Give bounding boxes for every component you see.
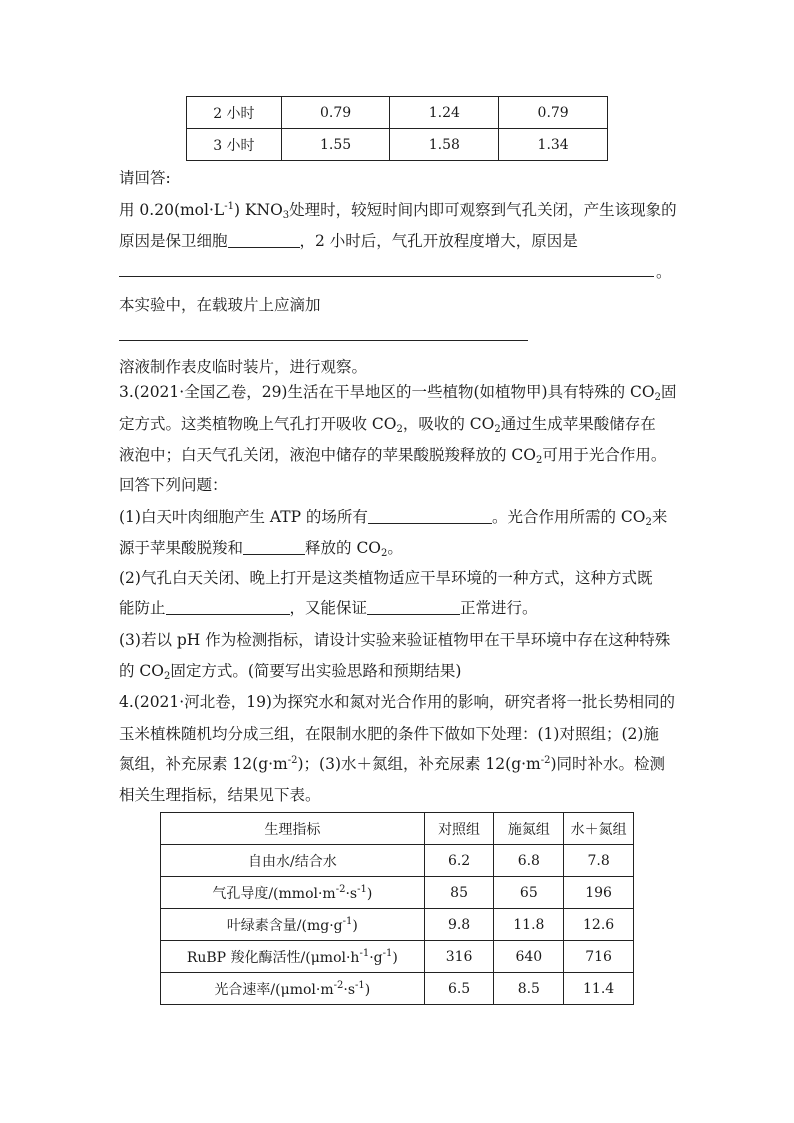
table-row [161,909,634,941]
question-3-line [119,414,656,434]
superscript: -1 [382,947,393,959]
row-label-text: ) [352,917,358,934]
table-row [161,845,634,877]
text-span: )同时补水。检测 [550,755,666,773]
table-header-cell: 水＋氮组 [564,813,634,845]
text-span: 本实验中，在载玻片上应滴加 [119,296,321,314]
row-label-text: ·s [343,981,356,998]
table-header-cell: 生理指标 [161,813,425,845]
row-label-text: 自由水/结合水 [247,853,337,870]
text-span: )；(3)水＋氮组，补充尿素 12(g·m [297,755,541,773]
row-label-text: 气孔导度/(mmol·m [212,885,336,902]
text-span: 处理时，较短时间内即可观察到气孔关闭，产生该现象的 [289,201,677,219]
table-cell: 9.8 [424,909,494,941]
text-span: 通过生成苹果酸储存在 [500,415,656,433]
text-span: 能防止 [119,599,166,617]
text-span: ) KNO [233,201,283,219]
table-cell: 12.6 [564,909,634,941]
text-span: 正常进行。 [460,599,538,617]
superscript: -1 [224,201,234,212]
text-span: 相关生理指标，结果见下表。 [119,786,321,804]
table-row [161,941,634,973]
text-span: 。 [387,539,403,557]
table-cell: 716 [564,941,634,973]
text-span: 4.(2021·河北卷，19)为探究水和氮对光合作用的影响，研究者将一批长势相同的 [119,693,675,711]
table-cell: 1.24 [390,97,499,129]
answer-blank-line[interactable] [119,276,654,277]
text-span: 原因是保卫细胞 [119,232,228,250]
row-label-text: 叶绿素含量/(mg·g [226,917,343,934]
text-span: ，吸收的 CO [402,415,495,433]
prompt-line [119,168,171,188]
table-cell: 65 [494,877,564,909]
text-span: 固 [660,383,677,401]
table-cell: 1.34 [499,129,608,161]
answer-blank[interactable] [367,599,460,615]
answer-blank[interactable] [166,599,290,615]
subscript: 2 [381,548,388,559]
kno3-results-table [186,96,608,161]
subscript: 2 [645,517,652,528]
text-span: 固定方式。(简要写出实验思路和预期结果) [170,662,462,680]
table-row-label [161,909,425,941]
table-row [187,129,608,161]
text-span: 源于苹果酸脱羧和 [119,539,244,557]
question-4-line [119,785,321,805]
text-span: 液泡中；白天气孔关闭，液泡中储存的苹果酸脱羧释放的 CO [119,446,536,464]
superscript: -1 [355,979,365,991]
table-cell: 85 [424,877,494,909]
table-row-label [161,973,425,1005]
table-cell: 1.55 [281,129,390,161]
text-span: 3.(2021·全国乙卷，29)生活在干旱地区的一些植物(如植物甲)具有特殊的 CO [119,383,655,401]
table-cell: 11.4 [564,973,634,1005]
superscript: -1 [359,947,370,959]
text-span: (2)气孔白天关闭、晚上打开是这类植物适应干旱环境的一种方式，这种方式既 [119,569,653,587]
text-span: 的 CO [119,662,164,680]
table-cell: 2 小时 [187,97,282,129]
text-span: (1)白天叶肉细胞产生 ATP 的场所有 [119,508,368,526]
question-line [119,295,321,315]
text-span: 用 0.20(mol·L [119,201,225,219]
question-3-line [119,382,676,402]
table-cell: 8.5 [494,973,564,1005]
table-cell: 316 [424,941,494,973]
table-cell: 6.5 [424,973,494,1005]
table-cell: 0.79 [499,97,608,129]
question-3-line [119,538,403,558]
table-row-label [161,877,425,909]
table-cell: 6.2 [424,845,494,877]
subscript: 2 [494,424,501,435]
superscript: -1 [357,883,367,895]
question-4-line [119,754,665,774]
question-3-line [119,661,461,681]
row-label-text: ) [392,949,398,966]
text-span: 来 [651,508,668,526]
answer-blank[interactable] [368,508,492,524]
table-row-label [161,845,425,877]
table-cell: 6.8 [494,845,564,877]
table-cell: 11.8 [494,909,564,941]
question-3-line [119,475,228,495]
subscript: 2 [396,424,403,435]
question-3-line [119,445,666,465]
superscript: -2 [540,755,551,766]
question-3-line [119,507,667,527]
row-label-text: ·g [369,949,383,966]
table-cell: 196 [564,877,634,909]
table-cell: 1.58 [390,129,499,161]
question-3-line [119,598,538,618]
row-label-text: RuBP 羧化酶活性/(μmol·h [186,949,360,966]
table-cell: 0.79 [281,97,390,129]
question-4-line [119,692,675,712]
subscript: 2 [536,455,543,466]
text-span: 。光合作用所需的 CO [491,508,646,526]
table-header-cell: 施氮组 [494,813,564,845]
prompt-text: 请回答: [119,169,171,187]
superscript: -2 [333,979,344,991]
text-span: 可用于光合作用。 [542,446,667,464]
row-label-text: ·s [345,885,358,902]
text-span: (3)若以 pH 作为检测指标，请设计实验来验证植物甲在干旱环境中存在这种特殊 [119,631,671,649]
text-span: 溶液制作表皮临时装片，进行观察。 [119,358,368,376]
table-header-row [161,813,634,845]
table-row [187,97,608,129]
row-label-text: ) [364,981,371,998]
answer-blank[interactable] [243,539,305,555]
question-4-line [119,724,659,744]
answer-blank-line[interactable] [119,340,528,341]
text-span: 氮组，补充尿素 12(g·m [119,755,288,773]
text-span: 释放的 CO [305,539,382,557]
superscript: -2 [335,883,346,895]
table-row [161,877,634,909]
row-label-text: 光合速率/(μmol·m [214,981,334,998]
subscript: 3 [282,210,290,221]
row-label-text: ) [366,885,373,902]
question-3-line [119,630,670,650]
question-line [119,200,677,220]
question-line [119,231,578,251]
question-line [656,262,672,282]
table-cell: 3 小时 [187,129,282,161]
question-line [119,357,367,377]
table-cell: 7.8 [564,845,634,877]
table-row-label [161,941,425,973]
text-span: 。 [656,263,672,281]
text-span: 回答下列问题： [119,476,228,494]
superscript: -2 [287,755,298,766]
subscript: 2 [654,392,661,403]
question-3-line [119,568,652,588]
physiology-results-table [160,812,634,1005]
table-row [161,973,634,1005]
table-header-cell: 对照组 [424,813,494,845]
superscript: -1 [342,915,353,927]
table-cell: 640 [494,941,564,973]
text-span: ，2 小时后，气孔开放程度增大，原因是 [299,232,578,250]
text-span: 玉米植株随机均分成三组，在限制水肥的条件下做如下处理：(1)对照组；(2)施 [119,725,659,743]
text-span: 定方式。这类植物晚上气孔打开吸收 CO [119,415,397,433]
answer-blank[interactable] [228,232,300,248]
text-span: ，又能保证 [289,599,368,617]
subscript: 2 [164,671,171,682]
